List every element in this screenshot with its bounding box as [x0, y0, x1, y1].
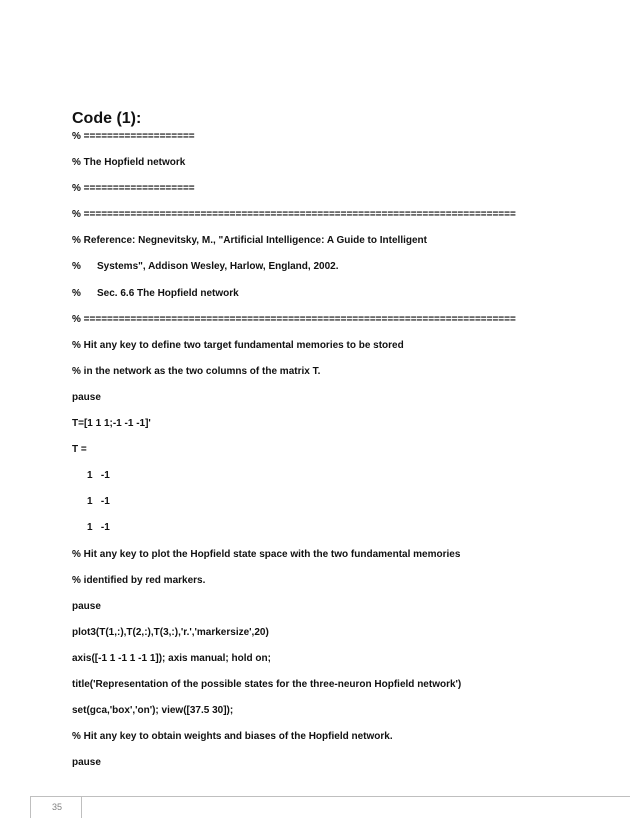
code-line [72, 340, 552, 366]
code-line-text: title('Representation of the possible states for the three-neuron Hopfield network') [72, 678, 462, 690]
code-line [72, 470, 552, 496]
code-line-text: % [72, 261, 81, 273]
code-line [72, 366, 552, 392]
code-line [72, 235, 552, 261]
code-line-text: pause [72, 600, 101, 612]
code-line [72, 157, 552, 183]
code-line [72, 731, 552, 757]
code-listing [72, 131, 552, 783]
page-number-box [30, 796, 82, 818]
code-line-text: % identified by red markers. [72, 574, 206, 586]
code-line-tabbed-text: Sec. 6.6 The Hopfield network [97, 287, 239, 299]
code-line-text: % ========================================================================== [72, 209, 516, 221]
code-line [72, 131, 552, 157]
code-line-text: 1 -1 [87, 522, 110, 534]
code-line-text: pause [72, 757, 101, 769]
code-line [72, 653, 552, 679]
code-line [72, 679, 552, 705]
code-line [72, 496, 552, 522]
code-line-text: axis([-1 1 -1 1 -1 1]); axis manual; hold on; [72, 652, 271, 664]
code-line-tabbed-text: Systems", Addison Wesley, Harlow, England, 2002. [97, 261, 339, 273]
code-line [72, 549, 552, 575]
code-line-text: T = [72, 444, 87, 456]
code-line [72, 288, 552, 314]
code-line-text: % Hit any key to obtain weights and biases of the Hopfield network. [72, 731, 393, 743]
code-line [72, 314, 552, 340]
code-line-text: % =================== [72, 131, 195, 142]
code-line [72, 757, 552, 783]
code-line-text: set(gca,'box','on'); view([37.5 30]); [72, 705, 234, 717]
code-line-text: % The Hopfield network [72, 157, 186, 169]
code-heading: Code (1): [72, 110, 142, 127]
code-line [72, 522, 552, 548]
code-line [72, 261, 552, 287]
code-line-text: % Hit any key to define two target fundamental memories to be stored [72, 339, 404, 351]
footer-divider [30, 796, 630, 797]
code-line-text: % [72, 287, 81, 299]
code-line [72, 444, 552, 470]
code-line-text: % ========================================================================== [72, 313, 516, 325]
code-line-text: plot3(T(1,:),T(2,:),T(3,:),'r.','markersize',20) [72, 626, 269, 638]
code-line [72, 418, 552, 444]
code-line-text: % Hit any key to plot the Hopfield state space with the two fundamental memories [72, 548, 461, 560]
code-line [72, 209, 552, 235]
code-line [72, 601, 552, 627]
code-line [72, 575, 552, 601]
code-line-text: T=[1 1 1;-1 -1 -1]' [72, 418, 151, 430]
code-line [72, 392, 552, 418]
code-line-text: 1 -1 [87, 470, 110, 482]
page-number: 35 [51, 802, 62, 812]
code-line [72, 705, 552, 731]
code-line-text: % in the network as the two columns of the matrix T. [72, 365, 321, 377]
code-line [72, 627, 552, 653]
code-line-text: % =================== [72, 183, 195, 195]
code-line [72, 183, 552, 209]
code-line-text: 1 -1 [87, 496, 110, 508]
code-line-text: pause [72, 391, 101, 403]
code-line-text: % Reference: Negnevitsky, M., "Artificial Intelligence: A Guide to Intelligent [72, 235, 427, 247]
